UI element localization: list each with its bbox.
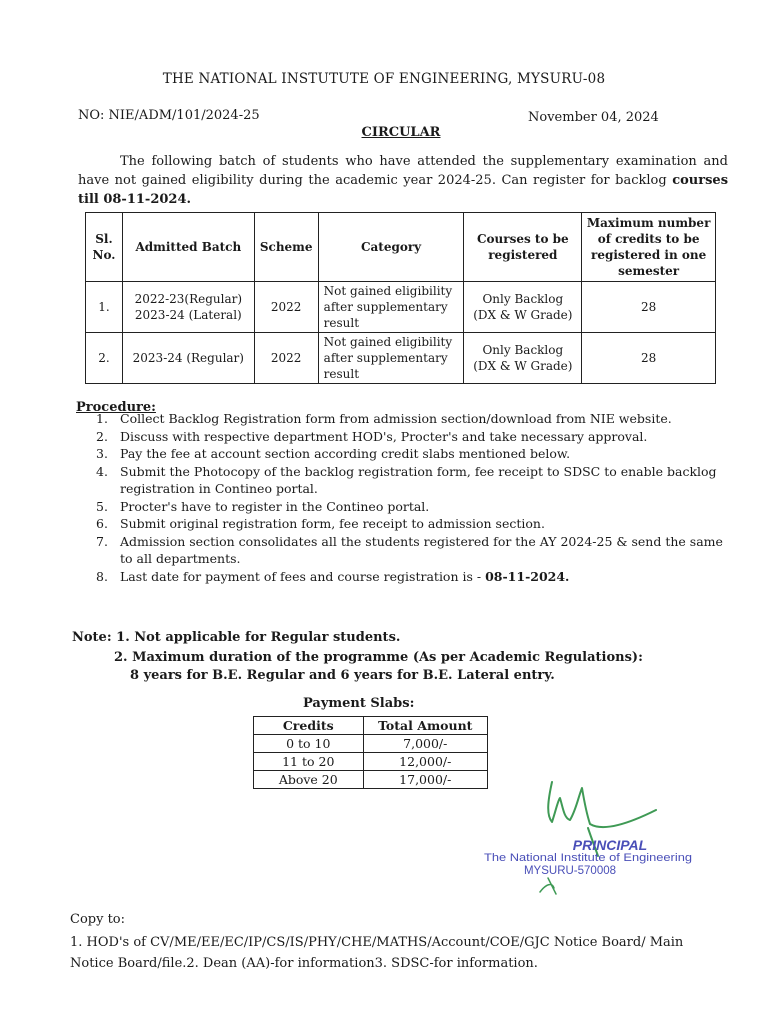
procedure-list <box>96 410 726 585</box>
batch-line: 2023-24 (Lateral) <box>134 308 242 322</box>
list-item <box>96 498 726 516</box>
cell-sl: 2. <box>86 333 123 384</box>
circular-title: CIRCULAR <box>361 125 441 140</box>
col-courses: Courses to be registered <box>464 213 582 282</box>
col-category: Category <box>318 213 464 282</box>
table-row <box>254 771 488 789</box>
col-admitted-batch: Admitted Batch <box>122 213 254 282</box>
col-max-credits: Maximum number of credits to be registered in one semester <box>582 213 716 282</box>
step-number: 1. <box>96 411 108 426</box>
step-text: Procter's have to register in the Contineo portal. <box>120 498 430 514</box>
step-number: 3. <box>96 446 108 461</box>
list-item <box>96 463 726 498</box>
circular-date: November 04, 2024 <box>528 110 659 125</box>
batch-line: 2022-23(Regular) <box>134 292 243 306</box>
step-number: 5. <box>96 498 108 514</box>
copy-to-list: 1. HOD's of CV/ME/EE/EC/IP/CS/IS/PHY/CHE/MATHS/Account/COE/GJC Notice Board/ Main Notice Board/file.2. Dean (AA)-for information3. SDSC-for information. <box>70 935 684 971</box>
step-text: Admission section consolidates all the students registered for the AY 2024-25 & send the same to all departments. <box>120 533 723 566</box>
institution-header: THE NATIONAL INSTUTUTE OF ENGINEERING, MYSURU-08 <box>162 71 606 87</box>
col-sl-no: Sl. No. <box>86 213 123 282</box>
courses-line: Only Backlog <box>482 343 564 357</box>
cell-amount: 7,000/- <box>363 735 487 753</box>
copy-to-title: Copy to: <box>70 912 126 927</box>
courses-line: (DX & W Grade) <box>473 359 573 373</box>
table-row <box>254 735 488 753</box>
slab-header-row <box>254 717 488 735</box>
cell-amount: 12,000/- <box>363 753 487 771</box>
cell-credits: 0 to 10 <box>254 735 364 753</box>
stamp-institute-line: The National Institute of Engineering <box>484 852 692 864</box>
procedure-title: Procedure: <box>76 400 156 415</box>
cell-courses <box>464 282 582 333</box>
cell-amount: 17,000/- <box>363 771 487 789</box>
step-text: Last date for payment of fees and course registration is - <box>120 568 482 584</box>
list-item <box>96 410 726 428</box>
cell-batch <box>122 282 254 333</box>
list-item <box>96 515 726 533</box>
note-line-1: Note: 1. Not applicable for Regular students. <box>72 630 401 645</box>
cell-batch: 2023-24 (Regular) <box>122 333 254 384</box>
table-row <box>86 282 716 333</box>
reference-number: NO: NIE/ADM/101/2024-25 <box>78 108 260 123</box>
cell-scheme: 2022 <box>254 333 318 384</box>
step-number: 8. <box>96 568 108 584</box>
cell-credits: 11 to 20 <box>254 753 364 771</box>
stamp-city-line: MYSURU-570008 <box>523 865 617 877</box>
step-text: Submit original registration form, fee receipt to admission section. <box>120 516 545 531</box>
cell-credits: 28 <box>582 282 716 333</box>
note-line-3: 8 years for B.E. Regular and 6 years for B.E. Lateral entry. <box>130 668 555 683</box>
table-row <box>254 753 488 771</box>
payment-slabs-table <box>253 716 488 789</box>
step-text: Collect Backlog Registration form from admission section/download from NIE website. <box>120 411 672 426</box>
cell-courses <box>464 333 582 384</box>
list-item <box>96 568 726 586</box>
table-row <box>86 333 716 384</box>
step-text: Pay the fee at account section according credit slabs mentioned below. <box>120 446 571 461</box>
col-total-amount: Total Amount <box>363 717 487 735</box>
stamp-principal-title: PRINCIPAL <box>572 837 648 853</box>
step-number: 6. <box>96 516 108 531</box>
step-number: 2. <box>96 428 108 444</box>
courses-line: (DX & W Grade) <box>473 308 573 322</box>
cell-credits: Above 20 <box>254 771 364 789</box>
principal-signature-stamp <box>460 770 700 900</box>
step-number: 4. <box>96 463 108 479</box>
note-line-2: 2. Maximum duration of the programme (As per Academic Regulations): <box>114 650 643 665</box>
list-item <box>96 445 726 463</box>
step-deadline: 08-11-2024. <box>485 568 570 584</box>
list-item <box>96 533 726 568</box>
cell-sl: 1. <box>86 282 123 333</box>
cell-scheme: 2022 <box>254 282 318 333</box>
cell-credits: 28 <box>582 333 716 384</box>
list-item <box>96 428 726 446</box>
table-header-row <box>86 213 716 282</box>
intro-deadline: courses till 08-11-2024. <box>78 173 729 207</box>
step-text: Discuss with respective department HOD's, Procter's and take necessary approval. <box>120 428 648 444</box>
intro-paragraph <box>78 152 728 209</box>
intro-text: The following batch of students who have attended the supplementary examination and have not gained eligibility during the academic year 2024-25. Can register for backlog <box>78 154 728 188</box>
eligibility-table <box>85 212 716 384</box>
cell-category: Not gained eligibility after supplementary result <box>318 282 464 333</box>
courses-line: Only Backlog <box>482 292 564 306</box>
signature-flourish <box>540 878 556 894</box>
col-credits: Credits <box>254 717 364 735</box>
signature-scribble <box>548 782 656 827</box>
payment-slabs-title: Payment Slabs: <box>303 696 415 711</box>
col-scheme: Scheme <box>254 213 318 282</box>
step-number: 7. <box>96 533 108 549</box>
step-text: Submit the Photocopy of the backlog registration form, fee receipt to SDSC to enable backlog registration in Contineo portal. <box>120 463 717 496</box>
cell-category: Not gained eligibility after supplementary result <box>318 333 464 384</box>
